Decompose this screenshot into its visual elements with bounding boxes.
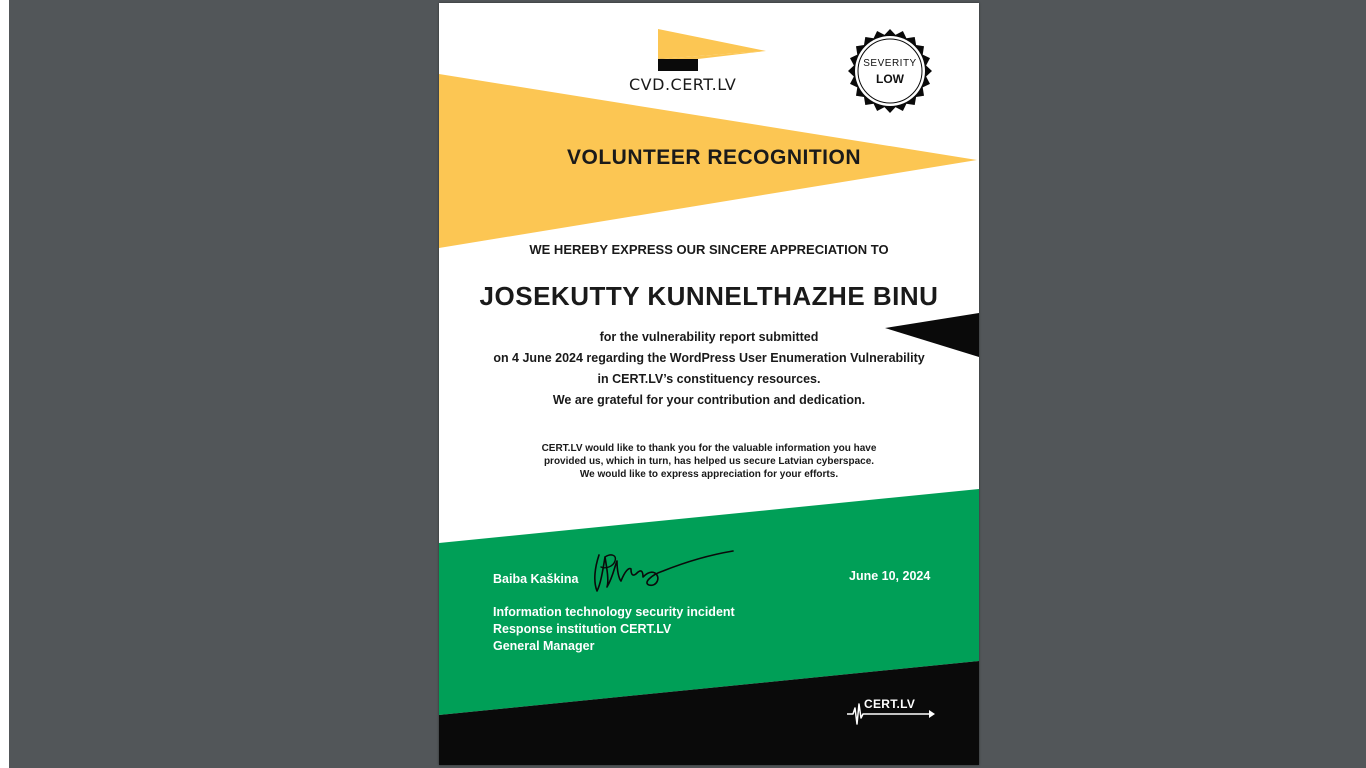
signer-name: Baiba Kaškina: [493, 572, 579, 586]
viewer-left-edge: [0, 0, 9, 768]
signer-role: [493, 604, 735, 655]
body-line: for the vulnerability report submitted: [599, 330, 819, 344]
severity-level: LOW: [876, 72, 904, 86]
body-line: in CERT.LV’s constituency resources.: [597, 372, 821, 386]
footer-logo-text: CERT.LV: [864, 697, 916, 711]
handwritten-signature: [591, 547, 736, 597]
recipient-name: JOSEKUTTY KUNNELTHAZHE BINU: [479, 281, 939, 311]
signature-date: June 10, 2024: [849, 569, 931, 583]
thanks-line: CERT.LV would like to thank you for the valuable information you have: [541, 443, 877, 454]
severity-label: SEVERITY: [863, 58, 917, 69]
severity-seal-icon: [847, 28, 933, 114]
certificate-body: [439, 327, 979, 411]
logo-text: CVD.CERT.LV: [629, 75, 737, 94]
thanks-line: We would like to express appreciation for your efforts.: [579, 469, 839, 480]
thanks-line: provided us, which in turn, has helped us secure Latvian cyberspace.: [543, 456, 875, 467]
pennant-flag-icon: [658, 29, 768, 73]
role-line: Response institution CERT.LV: [493, 622, 672, 636]
appreciation-line: WE HEREBY EXPRESS OUR SINCERE APPRECIATION TO: [529, 242, 889, 257]
role-line: General Manager: [493, 639, 595, 653]
thanks-paragraph: [439, 442, 979, 481]
body-line: on 4 June 2024 regarding the WordPress User Enumeration Vulnerability: [493, 351, 925, 365]
certificate-title: VOLUNTEER RECOGNITION: [566, 146, 861, 169]
certificate-page: [439, 3, 979, 765]
role-line: Information technology security incident: [493, 605, 735, 619]
body-line: We are grateful for your contribution and dedication.: [552, 393, 866, 407]
